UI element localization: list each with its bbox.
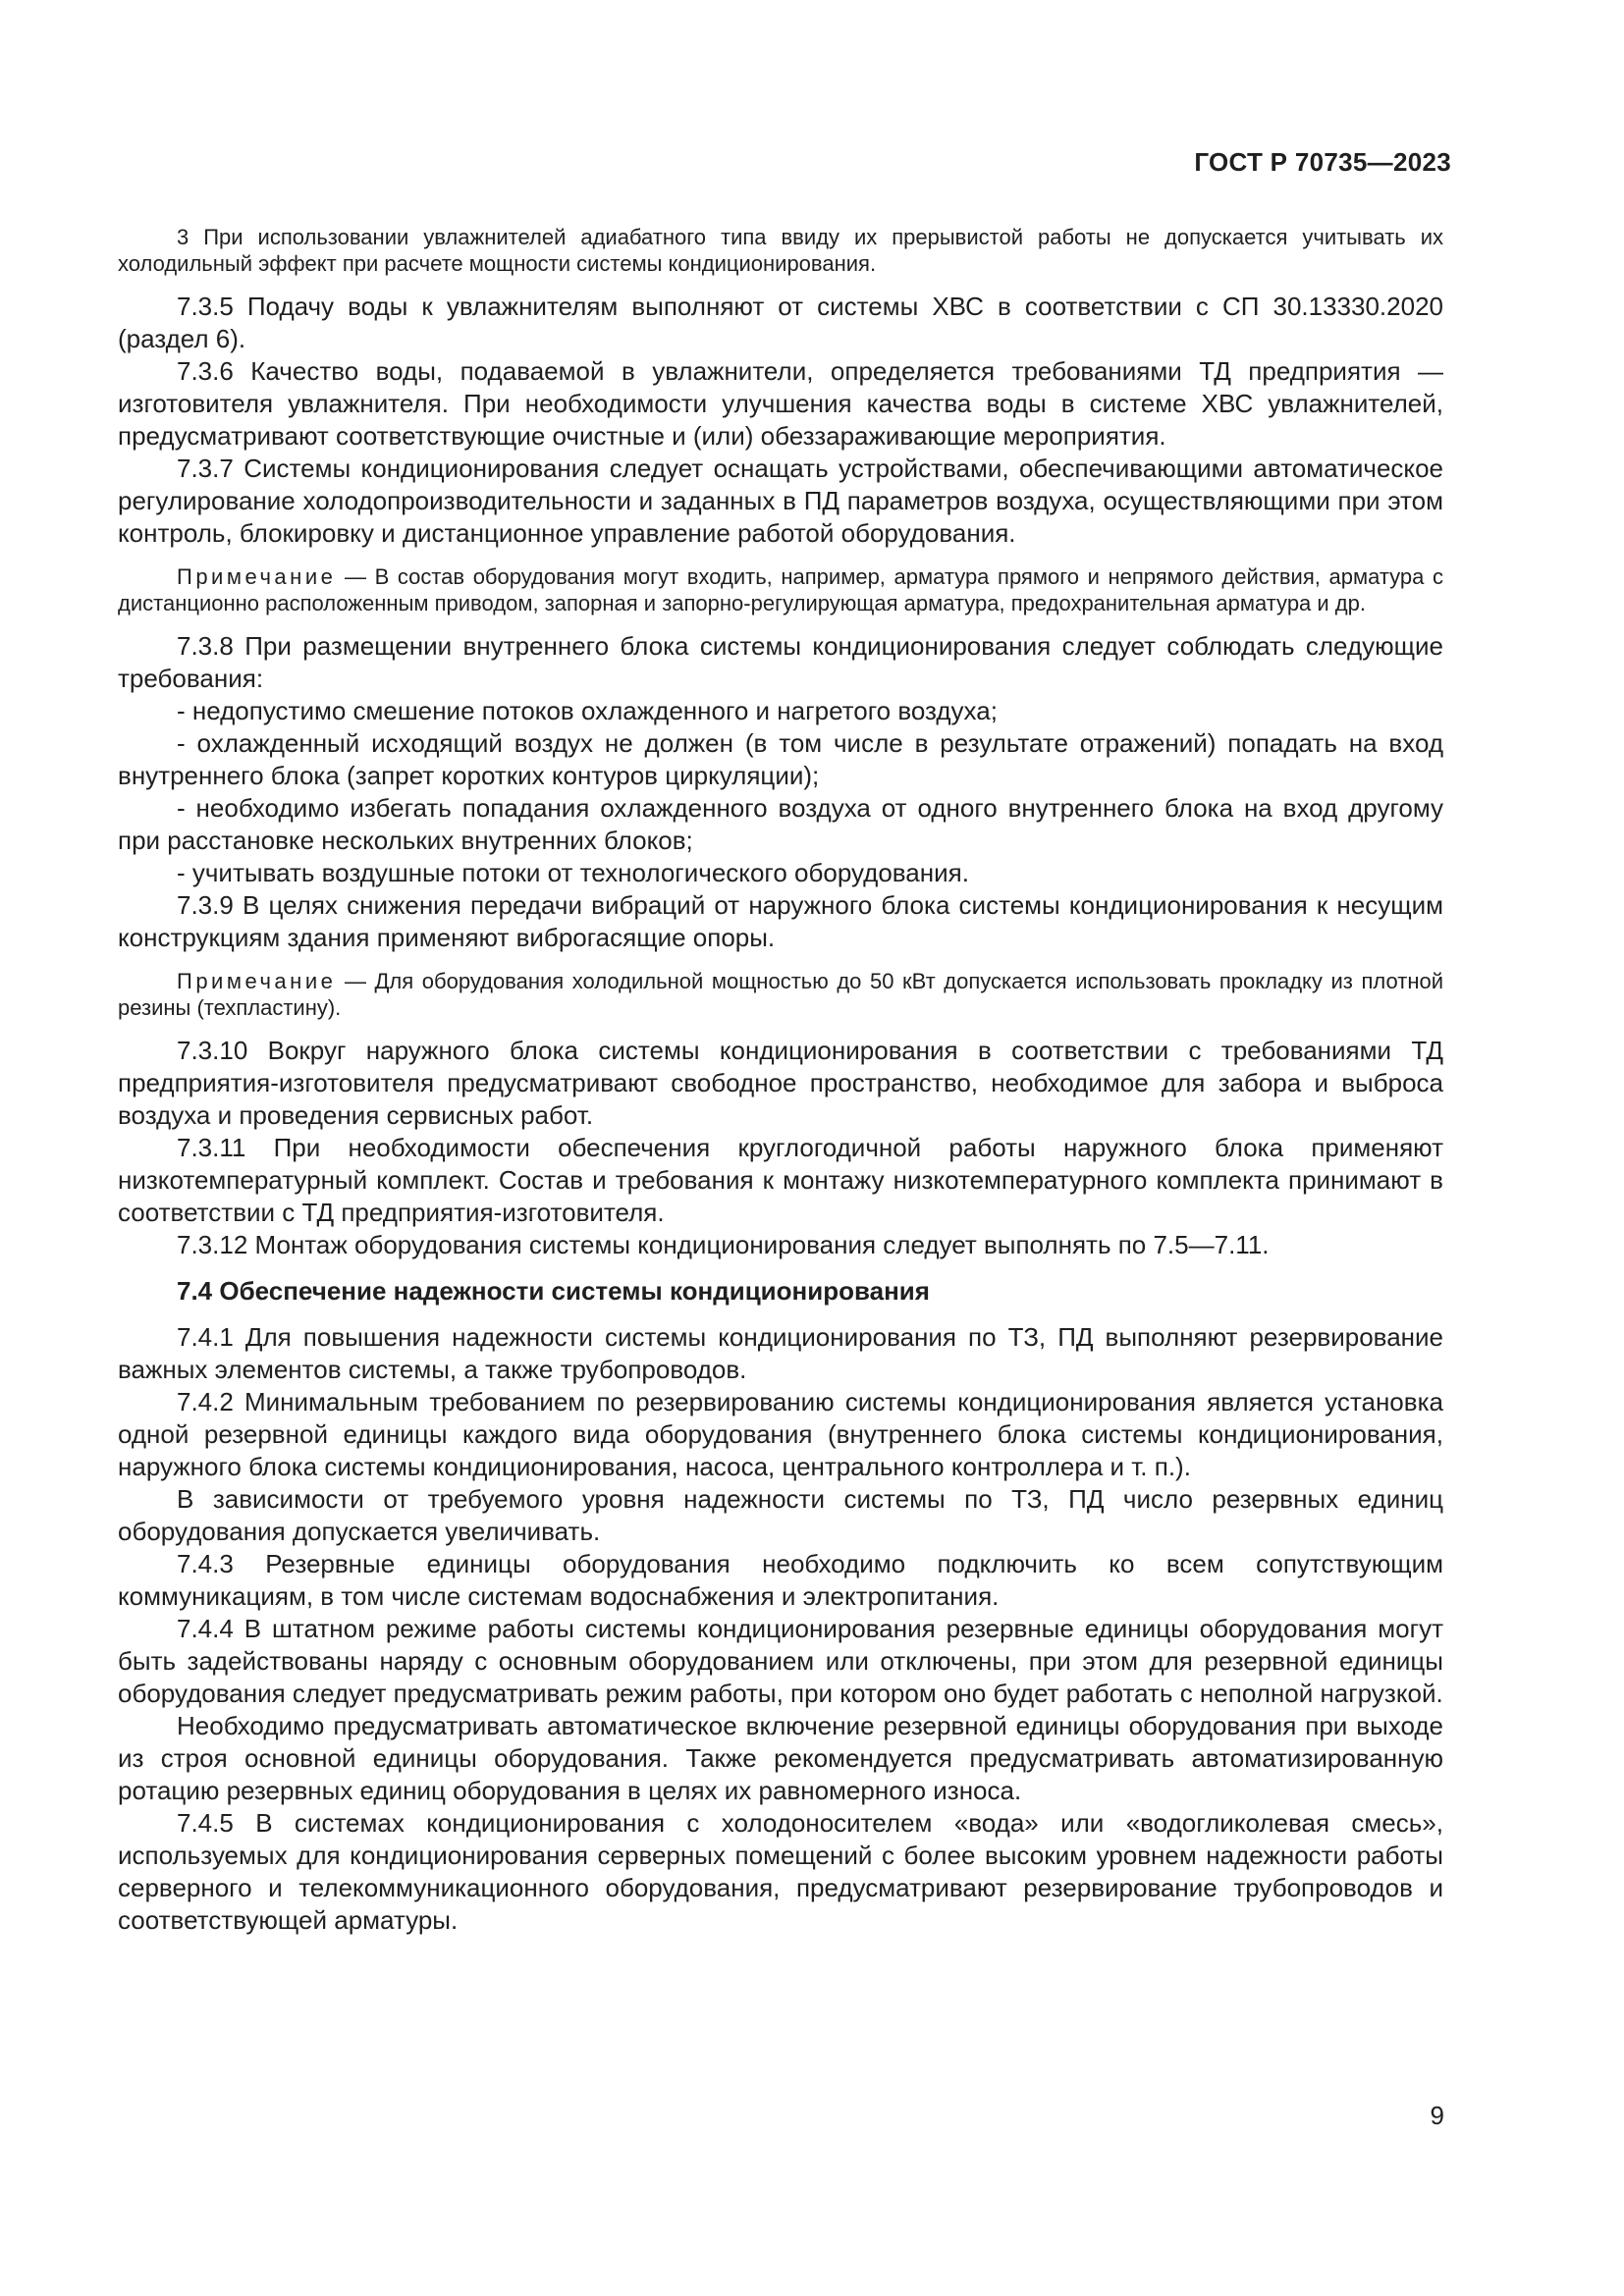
list-item: - необходимо избегать попадания охлажденного воздуха от одного внутреннего блока на вход другому при расстановке нескольких внутренних блоков; bbox=[118, 793, 1443, 855]
note-3: 3 При использовании увлажнителей адиабатного типа ввиду их прерывистой работы не допускается учитывать их холодильный эффект при расчете мощности системы кондиционирования. bbox=[118, 225, 1443, 276]
clause-7-3-9: 7.3.9 В целях снижения передачи вибраций от наружного блока системы кондиционирования к несущим конструкциям здания применяют виброгасящие опоры. bbox=[118, 890, 1443, 952]
note-equipment bbox=[118, 563, 1443, 616]
paragraph: В зависимости от требуемого уровня надежности системы по ТЗ, ПД число резервных единиц оборудования допускается увеличивать. bbox=[118, 1484, 1443, 1546]
note-vibration bbox=[118, 968, 1443, 1021]
page-number: 9 bbox=[1430, 2101, 1444, 2130]
page-body bbox=[118, 224, 1443, 1937]
clause-7-3-12: 7.3.12 Монтаж оборудования системы кондиционирования следует выполнять по 7.5—7.11. bbox=[177, 1230, 1270, 1259]
list-item: - охлажденный исходящий воздух не должен (в том числе в результате отражений) попадать на вход внутреннего блока (запрет коротких контуров циркуляции); bbox=[118, 728, 1443, 790]
note-label: Примечание bbox=[177, 969, 337, 993]
paragraph: Необходимо предусматривать автоматическое включение резервной единицы оборудования при выходе из строя основной единицы оборудования. Также рекомендуется предусматривать автоматизированную ротацию резервных единиц оборудования в целях их равномерного износа. bbox=[118, 1711, 1443, 1805]
clause-7-3-11: 7.3.11 При необходимости обеспечения круглогодичной работы наружного блока применяют низкотемпературный комплект. Состав и требования к монтажу низкотемпературного комплекта принимают в соответствии с ТД предприятия-изготовителя. bbox=[118, 1133, 1443, 1227]
clause-7-4-5: 7.4.5 В системах кондиционирования с холодоносителем «вода» или «водогликолевая смесь», используемых для кондиционирования серверных помещений с более высоким уровнем надежности работы серверного и телекоммуникационного оборудования, предусматривают резервирование трубопроводов и соответствующей арматуры. bbox=[118, 1808, 1443, 1935]
clause-7-3-10: 7.3.10 Вокруг наружного блока системы кондиционирования в соответствии с требованиями ТД предприятия-изготовителя предусматривают свободное пространство, необходимое для забора и выброса воздуха и проведения сервисных работ. bbox=[118, 1036, 1443, 1130]
clause-7-4-2: 7.4.2 Минимальным требованием по резервированию системы кондиционирования является установка одной резервной единицы каждого вида оборудования (внутреннего блока системы кондиционирования, наружного блока системы кондиционирования, насоса, центрального контроллера и т. п.). bbox=[118, 1387, 1443, 1481]
clause-7-4-4: 7.4.4 В штатном режиме работы системы кондиционирования резервные единицы оборудования могут быть задействованы наряду с основным оборудованием или отключены, при этом для резервной единицы оборудования следует предусматривать режим работы, при котором оно будет работать с неполной нагрузкой. bbox=[118, 1614, 1443, 1708]
clause-7-4-3: 7.4.3 Резервные единицы оборудования необходимо подключить ко всем сопутствующим коммуникациям, в том числе системам водоснабжения и электропитания. bbox=[118, 1549, 1443, 1611]
clause-7-3-6: 7.3.6 Качество воды, подаваемой в увлажнители, определяется требованиями ТД предприятия — изготовителя увлажнителя. При необходимости улучшения качества воды в системе ХВС увлажнителей, предусматривают соответствующие очистные и (или) обеззараживающие мероприятия. bbox=[118, 356, 1443, 451]
note-text: — В состав оборудования могут входить, например, арматура прямого и непрямого действия, арматура с дистанционно расположенным приводом, запорная и запорно-регулирующая арматура, предохранительная арматура и др. bbox=[118, 564, 1443, 615]
clause-7-4-1: 7.4.1 Для повышения надежности системы кондиционирования по ТЗ, ПД выполняют резервирование важных элементов системы, а также трубопроводов. bbox=[118, 1322, 1443, 1384]
clause-7-3-5: 7.3.5 Подачу воды к увлажнителям выполняют от системы ХВС в соответствии с СП 30.13330.2020 (раздел 6). bbox=[118, 292, 1443, 353]
standard-designation: ГОСТ Р 70735—2023 bbox=[1194, 147, 1451, 177]
clause-7-3-8: 7.3.8 При размещении внутреннего блока системы кондиционирования следует соблюдать следующие требования: bbox=[118, 631, 1443, 693]
note-label: Примечание bbox=[177, 564, 337, 589]
section-7-4-title: 7.4 Обеспечение надежности системы кондиционирования bbox=[177, 1276, 930, 1306]
list-item: - недопустимо смешение потоков охлажденного и нагретого воздуха; bbox=[177, 696, 998, 725]
note-text: — Для оборудования холодильной мощностью до 50 кВт допускается использовать прокладку из плотной резины (техпластину). bbox=[118, 969, 1443, 1020]
list-item: - учитывать воздушные потоки от технологического оборудования. bbox=[177, 858, 969, 887]
clause-7-3-7: 7.3.7 Системы кондиционирования следует оснащать устройствами, обеспечивающими автоматическое регулирование холодопроизводительности и заданных в ПД параметров воздуха, осуществляющими при этом контроль, блокировку и дистанционное управление работой оборудования. bbox=[118, 454, 1443, 548]
